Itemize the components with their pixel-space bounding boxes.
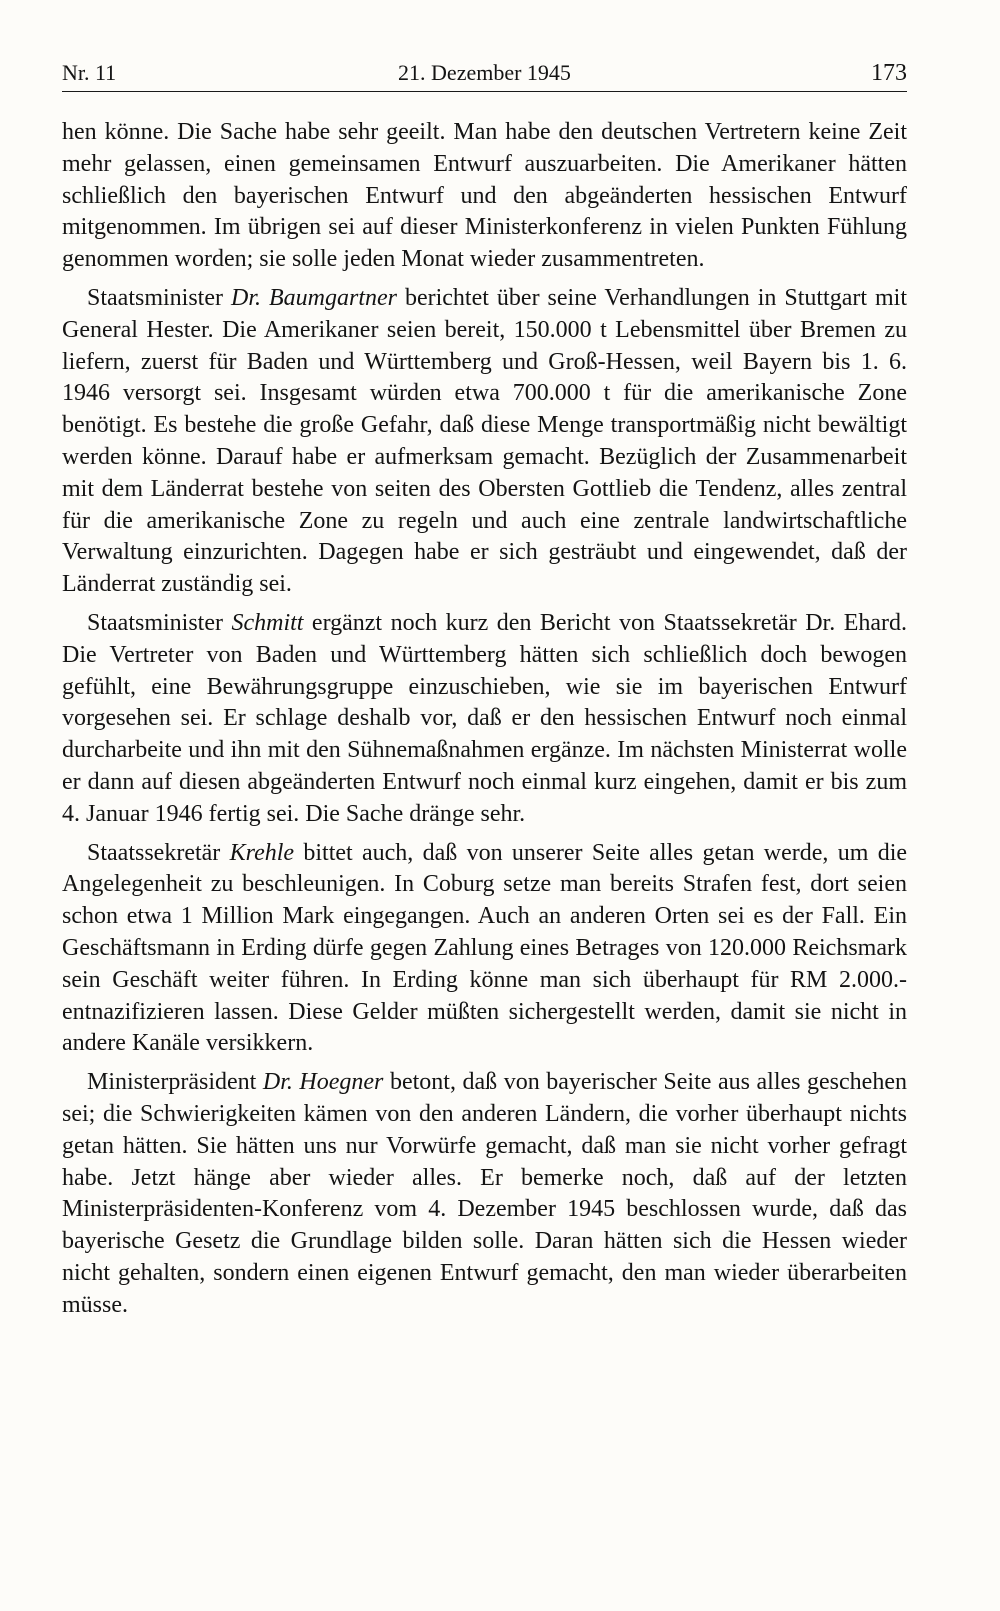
speaker-name: Schmitt [231, 609, 304, 636]
running-header [62, 58, 907, 94]
paragraph-text: hen könne. Die Sache habe sehr geeilt. Man habe den deutschen Vertretern keine Zeit mehr gelassen, einen gemeinsamen Entwurf auszuarbeiten. Die Amerikaner hätten schließlich den bayerischen Entwurf und den abgeänderten hessischen Entwurf mitgenommen. Im übrigen sei auf dieser Ministerkonferenz in vielen Punkten Fühlung genommen worden; sie solle jeden Monat wieder zusammentreten. [62, 119, 907, 273]
paragraph-text: betont, daß von bayerischer Seite aus alles geschehen sei; die Schwierigkeiten kämen von den anderen Ländern, die vorher überhaupt nichts getan hätten. Sie hätten uns nur Vorwürfe gemacht, daß man sie nicht vorher gefragt habe. Jetzt hänge aber wieder alles. Er bemerke noch, daß auf der letzten Ministerpräsidenten-Konferenz vom 4. Dezember 1945 beschlossen wurde, daß das bayerische Gesetz die Grundlage bilden solle. Daran hätten sich die Hessen wieder nicht gehalten, sondern einen eigenen Entwurf gemacht, den man wieder überarbeiten müsse. [62, 1069, 907, 1318]
paragraph-4 [62, 838, 907, 1061]
speaker-name: Dr. Hoegner [262, 1069, 384, 1096]
paragraph-text: Ministerpräsident [87, 1069, 263, 1096]
paragraph-text: Staatssekretär [87, 839, 230, 866]
paragraph-1 [62, 117, 907, 276]
page-number: 173 [871, 60, 907, 86]
header-rule [62, 91, 907, 92]
speaker-name: Krehle [229, 839, 295, 866]
header-date: 21. Dezember 1945 [398, 60, 571, 85]
body-text [62, 117, 907, 1328]
paragraph-text: ergänzt noch kurz den Bericht von Staatssekretär Dr. Ehard. Die Vertreter von Baden und Württemberg hätten sich schließlich doch bewogen gefühlt, eine Bewährungsgruppe einzuschieben, wie sie im bayerischen Entwurf vorgesehen sei. Er schlage deshalb vor, daß er den hessischen Entwurf noch einmal durcharbeite und ihn mit den Sühnemaßnahmen ergänze. Im nächsten Ministerrat wolle er dann auf diesen abgeänderten Entwurf noch einmal kurz eingehen, damit er bis zum 4. Januar 1946 fertig sei. Die Sache dränge sehr. [62, 609, 907, 827]
document-number: Nr. 11 [62, 60, 117, 85]
paragraph-text: berichtet über seine Verhandlungen in Stuttgart mit General Hester. Die Amerikaner seien bereit, 150.000 t Lebensmittel über Bremen zu liefern, zuerst für Baden und Württemberg und Groß-Hessen, weil Bayern bis 1. 6. 1946 versorgt sei. Insgesamt würden etwa 700.000 t für die amerikanische Zone benötigt. Es bestehe die große Gefahr, daß diese Menge transportmäßig nicht bewältigt werden könne. Darauf habe er aufmerksam gemacht. Bezüglich der Zusammenarbeit mit dem Länderrat bestehe von seiten des Obersten Gottlieb die Tendenz, alles zentral für die amerikanische Zone zu regeln und auch eine zentrale landwirtschaftliche Verwaltung einzurichten. Dagegen habe er sich gesträubt und eingewendet, daß der Länderrat zuständig sei. [62, 284, 908, 598]
paragraph-2 [62, 283, 907, 601]
speaker-name: Dr. Baumgartner [230, 284, 397, 311]
paragraph-text: Staatsminister [87, 284, 231, 311]
paragraph-text: bittet auch, daß von unserer Seite alles getan werde, um die Angelegenheit zu beschleunigen. In Coburg setze man bereits Strafen fest, dort seien schon etwa 1 Million Mark eingegangen. Auch an anderen Orten sei es der Fall. Ein Geschäftsmann in Erding dürfe gegen Zahlung eines Betrages von 120.000 Reichsmark sein Geschäft weiter führen. In Erding könne man sich überhaupt für RM 2.000.- entnazifizieren lassen. Diese Gelder müßten sichergestellt werden, damit sie nicht in andere Kanäle versikkern. [62, 839, 908, 1057]
paragraph-text: Staatsminister [87, 609, 232, 636]
paragraph-3 [62, 608, 907, 831]
paragraph-5 [62, 1067, 907, 1321]
